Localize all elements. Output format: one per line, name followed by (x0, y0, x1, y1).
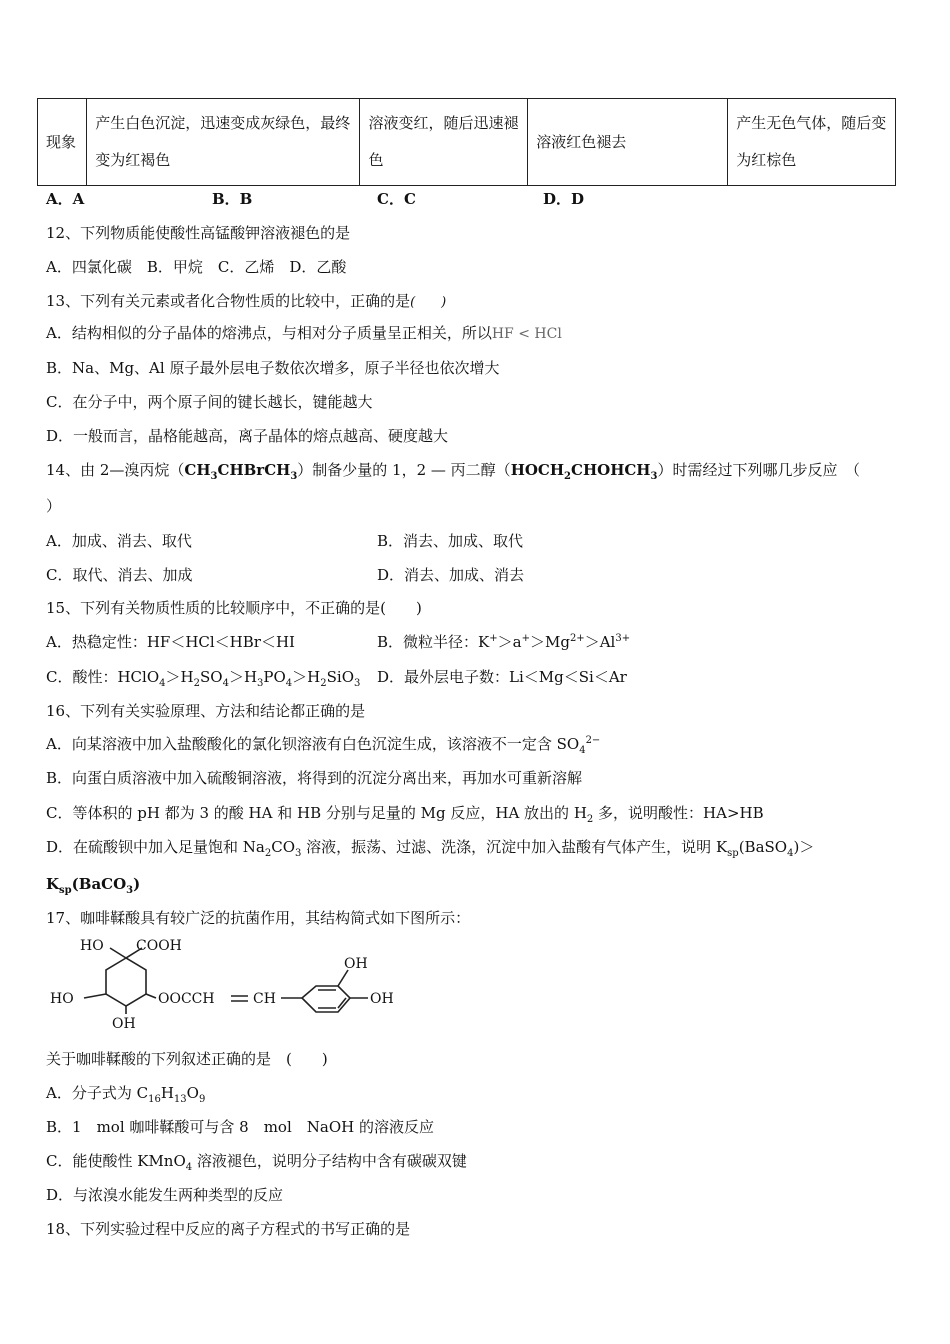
q17-option-d: D．与浓溴水能发生两种类型的反应 (46, 1186, 284, 1204)
q17-option-a: A．分子式为 $C_{16}H_{13}O_9$ (46, 1084, 206, 1105)
q13-formula: HF < HCl (491, 326, 562, 342)
q13-option-a: A．结构相似的分子晶体的熔沸点，与相对分子质量呈正相关，所以HF < HCl (46, 324, 562, 342)
q16-option-a: A．向某溶液中加入盐酸酸化的氯化钡溶液有白色沉淀生成，该溶液不一定含 $SO_4^{2-}$ (46, 735, 601, 756)
table-cell-d: 产生无色气体，随后变为红棕色 (728, 99, 896, 186)
q16-option-b: B．向蛋白质溶液中加入硫酸铜溶液，将得到的沉淀分离出来，再加水可重新溶解 (46, 769, 583, 787)
q17-question: 关于咖啡鞣酸的下列叙述正确的是 ( ) (46, 1050, 328, 1068)
q12-stem: 12、下列物质能使酸性高锰酸钾溶液褪色的是 (46, 224, 351, 242)
caffeic-tannic-acid-structure (46, 934, 406, 1034)
struct-label-ch: CH (253, 991, 276, 1007)
q16-option-d: D．在硫酸钡中加入足量饱和 $Na_2CO_3$ 溶液，振荡、过滤、洗涤，沉淀中加入盐酸有气体产生，说明 $K_{sp}(BaSO_4)>$ (46, 838, 815, 859)
q14-option-d: D．消去、加成、消去 (377, 566, 525, 584)
q14-option-b: B．消去、加成、取代 (377, 532, 524, 550)
table-cell-c: 溶液红色褪去 (528, 99, 728, 186)
q15-option-c: C．酸性：$HClO_4>H_2SO_4>H_3PO_4>H_2SiO_3$ (46, 668, 361, 689)
struct-label-ooccH: OOCCH (158, 991, 215, 1007)
table-cell-b: 溶液变红，随后迅速褪色 (360, 99, 528, 186)
q15-option-a: A．热稳定性：HF＜HCl＜HBr＜HI (46, 633, 295, 651)
q17-option-b: B．1 mol 咖啡鞣酸可与含 8 mol NaOH 的溶液反应 (46, 1118, 434, 1136)
q13-option-d: D．一般而言，晶格能越高，离子晶体的熔点越高、硬度越大 (46, 427, 449, 445)
struct-label-oh-ring-top: OH (344, 956, 368, 972)
table-row (38, 99, 896, 186)
q11-option-a: A．A (46, 190, 85, 208)
struct-label-cooh: COOH (136, 938, 182, 954)
table-header-cell: 现象 (38, 99, 87, 186)
q11-option-b: B．B (212, 190, 253, 208)
struct-label-ho-top: HO (80, 938, 104, 954)
q17-stem: 17、咖啡鞣酸具有较广泛的抗菌作用，其结构简式如下图所示： (46, 909, 471, 927)
q13-paren: ( ) (410, 295, 447, 310)
struct-label-ho-left: HO (50, 991, 74, 1007)
struct-label-oh-bottom: OH (112, 1016, 136, 1032)
q15-option-d: D．最外层电子数：Li＜Mg＜Si＜Ar (377, 668, 627, 686)
q16-stem: 16、下列有关实验原理、方法和结论都正确的是 (46, 702, 366, 720)
q11-option-d: D．D (543, 190, 585, 208)
q16-option-d-cont: $K_{sp}(BaCO_3)$ (46, 875, 141, 896)
q17-option-c: C．能使酸性 KMnO$_4$ 溶液褪色，说明分子结构中含有碳碳双键 (46, 1152, 467, 1173)
observation-table (37, 98, 896, 186)
q14-stem: 14、由 2—溴丙烷$(CH_3CHBrCH_3)$制备少量的 1，2 — 丙二醇$(HOCH_2CHOHCH_3)$时需经过下列哪几步反应 （ (46, 461, 860, 482)
q12-options: A．四氯化碳 B．甲烷 C．乙烯 D．乙酸 (46, 258, 347, 276)
q13-option-b: B．Na、Mg、Al 原子最外层电子数依次增多，原子半径也依次增大 (46, 359, 500, 377)
q11-option-c: C．C (377, 190, 416, 208)
q15-stem: 15、下列有关物质性质的比较顺序中，不正确的是( ) (46, 599, 422, 617)
q14-option-c: C．取代、消去、加成 (46, 566, 193, 584)
q13-option-c: C．在分子中，两个原子间的键长越长，键能越大 (46, 393, 373, 411)
q15-option-b: B．微粒半径：$K^+>a^+>Mg^{2+}>Al^{3+}$ (377, 633, 631, 651)
q14-option-a: A．加成、消去、取代 (46, 532, 192, 550)
q13-stem: 13、下列有关元素或者化合物性质的比较中，正确的是( ) (46, 292, 447, 310)
q18-stem: 18、下列实验过程中反应的离子方程式的书写正确的是 (46, 1220, 411, 1238)
q16-option-c: C．等体积的 pH 都为 3 的酸 HA 和 HB 分别与足量的 Mg 反应，HA 放出的 $H_2$ 多，说明酸性：HA>HB (46, 804, 764, 825)
q14-stem-close: ） (46, 497, 62, 515)
table-cell-a: 产生白色沉淀，迅速变成灰绿色，最终变为红褐色 (87, 99, 360, 186)
q15-paren: ( ) (380, 599, 422, 617)
struct-label-oh-ring-right: OH (370, 991, 394, 1007)
